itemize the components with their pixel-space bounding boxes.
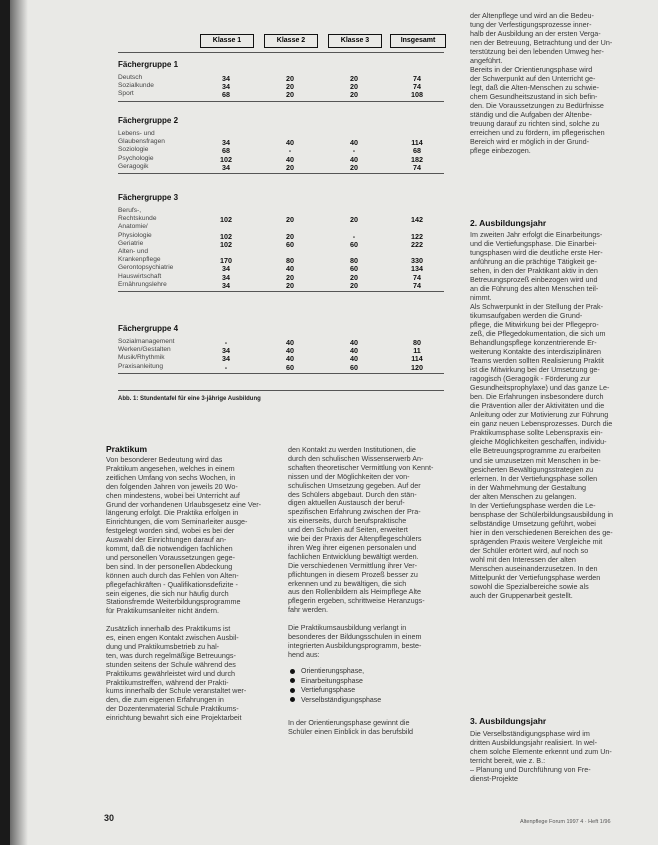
body-text-line: sprägenden Praxis weitere Vergleiche mit: [470, 536, 603, 546]
table-row-label: Berufs-,: [118, 207, 142, 214]
body-text-line: zeß, die Pflegedokumentation, die sich um: [470, 329, 606, 339]
body-text-line: längerung erfolgt. Die Praktika erfolgen in: [106, 508, 239, 518]
body-text-line: Praktikum angesehen, welches in einem: [106, 463, 235, 473]
table-cell: 40: [286, 354, 294, 364]
table-cell: 34: [222, 264, 230, 274]
table-row-label: Sozialkunde: [118, 82, 154, 90]
table-cell: 20: [286, 215, 294, 225]
bullet-text: Einarbeitungsphase: [301, 677, 363, 685]
table-cell: 60: [350, 264, 358, 274]
table-cell: 34: [222, 82, 230, 92]
table-cell: 34: [222, 346, 230, 356]
table-cell: 34: [222, 74, 230, 83]
body-text-line: legt, daß die Alten-Menschen zu schwie-: [470, 83, 600, 92]
body-text-line: gesicherten Bewältigungsstrategien zu: [470, 464, 594, 474]
table-cell: 134: [411, 264, 423, 274]
table-row-label: Sozialmanagement: [118, 338, 175, 345]
body-text-line: integrierten Ausbildungsprogramm, beste-: [288, 640, 422, 650]
body-text-line: den Kontakt zu werden Institutionen, die: [288, 445, 416, 454]
body-text-line: Betreuungsprozeß einbezogen wird und: [470, 275, 598, 285]
table-row-label: Sport: [118, 90, 134, 98]
body-text-line: Teams werden sollten Realisierung Praktit: [470, 356, 604, 366]
table-cell: -: [288, 146, 292, 156]
table-cell: 20: [286, 162, 294, 172]
table-cell: 68: [222, 90, 230, 100]
table-cell: 20: [286, 231, 294, 241]
bullet-dot: [290, 678, 295, 683]
table-cell: 40: [350, 338, 358, 347]
body-text-line: ständig und die Aufgaben der Altenbe-: [470, 110, 592, 119]
table-row-label: Hauswirtschaft: [118, 272, 162, 280]
body-text-line: Von besonderer Bedeutung wird das: [106, 455, 223, 464]
body-text-line: des Schülers abgebaut. Durch den stän-: [288, 489, 417, 499]
body-text-line: kums innerhalb der Schule veranstaltet wer-: [106, 686, 247, 696]
body-text-line: der Schwerpunkt auf den Unterricht ge-: [470, 74, 596, 83]
table-cell: 34: [222, 280, 230, 290]
body-text-line: Im zweiten Jahr erfolgt die Einarbeitungs-: [470, 230, 603, 239]
body-text-line: xis einerseits, durch berufspraktische: [288, 516, 407, 526]
body-text-line: den folgenden Jahren von jeweils 20 Wo-: [106, 481, 238, 491]
table-header-cell: Klasse 1: [200, 34, 254, 48]
table-cell: 74: [413, 272, 421, 282]
table-cell: 40: [350, 354, 358, 364]
table-group-rule: [118, 291, 444, 292]
table-cell: -: [352, 231, 356, 241]
table-cell: 80: [413, 338, 421, 347]
table-row-label: Rechtskunde: [118, 215, 157, 223]
table-cell: 20: [350, 90, 358, 100]
body-text-line: den, die zum eigenen Erfahrungen in: [106, 695, 224, 705]
table-row-label: Anatomie/: [118, 223, 148, 231]
table-caption: Abb. 1: Stundentafel für eine 3-jährige Ausbildung: [118, 396, 261, 402]
table-cell: 74: [413, 162, 421, 172]
table-group-title: Fächergruppe 2: [118, 116, 179, 125]
body-text-line: Einrichtungen, die vom Seminarleiter ausge-: [106, 517, 248, 527]
body-text-line: tikumsaufgaben werden die Grund-: [470, 311, 583, 321]
table-cell: 222: [411, 239, 423, 249]
body-text-line: terstützung bei den lebenden Umweg her-: [470, 47, 604, 56]
table-group-rule: [118, 101, 444, 102]
section-heading-year3: 3. Ausbildungsjahr: [470, 716, 547, 726]
body-text-line: besonderes der Bildungsschulen in einem: [288, 631, 422, 641]
body-text-line: Zusätzlich innerhalb des Praktikums ist: [106, 624, 231, 634]
table-cell: 40: [286, 346, 294, 356]
body-text-line: nen der Betreuung, Betrachtung und der Un-: [470, 38, 613, 47]
body-text-line: sehen, in den der Praktikant aktiv in den: [470, 266, 598, 276]
body-text-line: chen mindestens, wobei bei Unterricht auf: [106, 490, 240, 500]
body-text-line: den. Die Voraussetzungen zu Bedürfnisse: [470, 101, 604, 110]
body-text-line: bensphase der Schülerbildungsausbildung in: [470, 509, 614, 519]
table-cell: 114: [411, 354, 423, 364]
table-cell: 20: [286, 272, 294, 282]
body-text-line: fahr werden.: [288, 605, 328, 615]
bullet-dot: [290, 697, 295, 702]
body-text-line: wie bei der Praxis der Altenpflegeschülers: [288, 534, 422, 543]
table-cell: 20: [286, 74, 294, 83]
table-cell: 20: [350, 74, 358, 83]
table-cell: 68: [222, 146, 230, 156]
body-text-line: chem Gesundheitszustand in sich befin-: [470, 92, 598, 101]
body-text-line: Mittelpunkt der Vertiefungsphase werden: [470, 572, 601, 582]
table-cell: 74: [413, 82, 421, 92]
table-cell: 20: [286, 82, 294, 92]
body-text-line: stunden seitens der Schule während des: [106, 659, 236, 669]
table-group-title: Fächergruppe 1: [118, 60, 179, 69]
table-cell: 20: [350, 162, 358, 172]
body-text-line: Als Schwerpunkt in der Stellung der Prak-: [470, 302, 604, 312]
body-text-line: erlernen. In der Vertiefungsphase sollen: [470, 473, 598, 483]
table-cell: 34: [222, 162, 230, 172]
body-text-line: dung und Praktikumsbetrieb zu hal-: [106, 641, 220, 651]
body-text-line: Anleitung oder zur Motivierung zur Führung: [470, 410, 609, 420]
body-text-line: terricht bereit, wie z. B.:: [470, 756, 546, 765]
body-text-line: Menschen auseinanderzusetzen. In den: [470, 563, 598, 573]
table-row-label: Psychologie: [118, 154, 154, 162]
table-group-title: Fächergruppe 4: [118, 324, 179, 333]
table-group-rule: [118, 173, 444, 174]
table-header-cell: Insgesamt: [390, 34, 446, 48]
table-row-label: Soziologie: [118, 146, 149, 154]
bullet-dot: [290, 669, 295, 674]
table-cell: -: [224, 362, 228, 372]
body-text-line: chem solche Elemente erkennt und zum Un-: [470, 747, 612, 756]
body-text-line: können auch durch das Fehlen von Alten-: [106, 570, 239, 580]
table-cell: 60: [286, 239, 294, 249]
body-text-line: in der Wahrnehmung der Gestaltung: [470, 482, 586, 492]
body-text-line: und sie umzusetzen mit Menschen in be-: [470, 455, 601, 465]
table-row-label: Deutsch: [118, 74, 143, 81]
body-text-line: erkennen und zu bewältigen, die sich: [288, 578, 407, 588]
table-row-label: Ernährungslehre: [118, 280, 167, 288]
body-text-line: halb der Ausbildung an der ersten Verga-: [470, 29, 601, 38]
body-text-line: In der Vertiefungsphase werden die Le-: [470, 500, 596, 510]
body-text-line: Die verschiedenen Vermittlung ihrer Ver-: [288, 560, 418, 570]
body-text-line: hier in den verschiedenen Bereichen des ge-: [470, 527, 613, 537]
body-text-line: tung der Verfestigungsprozesse inner-: [470, 20, 592, 29]
body-text-line: Praktikumstreffen, während der Prakti-: [106, 677, 229, 687]
journal-footer: Altenpflege Forum 1997 4 · Heft 1/96: [520, 819, 611, 825]
table-cell: 40: [350, 138, 358, 148]
body-text-line: weiterung Kontakte des interdisziplinären: [470, 347, 602, 357]
table-group-rule: [118, 373, 444, 374]
table-cell: 182: [411, 154, 423, 164]
table-cell: 40: [286, 154, 294, 164]
table-top-rule: [118, 52, 444, 53]
table-cell: 40: [286, 264, 294, 274]
table-cell: 330: [411, 256, 423, 266]
body-text-line: für Praktikumsanleiter nicht ändern.: [106, 606, 220, 616]
body-text-line: schaften theoretischer Vermittlung von Kennt-: [288, 462, 434, 472]
page-number: 30: [104, 813, 115, 823]
table-cell: 142: [411, 215, 423, 225]
table-header-cell: Klasse 2: [264, 34, 318, 48]
body-text-line: der Schüler erörtert wird, auf noch so: [470, 545, 589, 555]
body-text-line: nimmt.: [470, 293, 492, 303]
body-text-line: zeitlichen Umfang von sechs Wochen, in: [106, 472, 236, 482]
body-text-line: wohl mit den Interessen der alten: [470, 554, 576, 564]
body-text-line: Die Verselbständigungsphase wird im: [470, 729, 590, 738]
body-text-line: hend aus:: [288, 649, 320, 659]
table-cell: 102: [220, 215, 232, 225]
body-text-line: dritten Ausbildungsjahr realisiert. In wel-: [470, 738, 598, 747]
body-text-line: und die Vertiefungsphase. Die Einarbei-: [470, 239, 597, 249]
table-cell: 80: [286, 256, 294, 266]
body-text-line: ist die Mitwirkung bei der Umsetzung ge-: [470, 365, 600, 375]
table-row-label: Musik/Rhythmik: [118, 354, 165, 362]
bullet-item: [290, 697, 381, 704]
body-text-line: dienst-Projekte: [470, 774, 518, 783]
body-text-line: einrichtung bewahrt sich eine Projektarbeit: [106, 713, 242, 723]
section-heading-praktikum: Praktikum: [106, 444, 148, 454]
table-row-label: Werken/Gestalten: [118, 346, 171, 354]
table-row-label: Geriatrie: [118, 239, 144, 247]
body-text-line: der alten Menschen zu gelangen.: [470, 491, 577, 501]
body-text-line: erreichen und zu fördern, im pflegerischen: [470, 128, 605, 137]
body-text-line: die Prävention aller der Aktivitäten und die: [470, 401, 605, 411]
body-text-line: pflege einbezogen.: [470, 146, 531, 155]
table-cell: 40: [286, 138, 294, 148]
table-cell: 74: [413, 74, 421, 83]
body-text-line: spezifischen Erfahrung zwischen der Pra-: [288, 507, 421, 517]
table-bottom-rule: [118, 390, 444, 391]
body-text-line: an die Führung des alten Menschen teil-: [470, 284, 599, 294]
body-text-line: Bereits in der Orientierungsphase wird: [470, 65, 593, 74]
body-text-line: tungsphasen wird die deutliche erste Her-: [470, 248, 603, 258]
body-text-line: der Dozentenmaterial Schule Praktikums-: [106, 704, 239, 714]
body-text-line: Stationsfremde Weiterbildungsprogramme: [106, 597, 241, 607]
table-cell: 68: [413, 146, 421, 156]
body-text-line: gleiche Möglichkeiten geschaffen, individu-: [470, 437, 607, 447]
body-text-line: Behandlungspflege konzentrierende Er-: [470, 338, 597, 348]
body-text-line: ein ganz neuen Lebensprozesses. Durch die: [470, 419, 613, 429]
body-text-line: pflegerin ergeben, schrittweise Heranzugs-: [288, 596, 425, 606]
body-text-line: fachlichen Entwicklung bewältigt werden.: [288, 551, 419, 561]
body-text-line: und den Schulen auf Seiten, erweitert: [288, 525, 408, 535]
page-gutter-shadow: [10, 0, 28, 845]
table-cell: 34: [222, 272, 230, 282]
table-cell: 60: [350, 239, 358, 249]
body-text-line: der Altenpflege und wird an die Bedeu-: [470, 11, 594, 20]
body-text-line: Gesundheitsprophylaxe) und das ganze Le-: [470, 383, 610, 393]
body-text-line: Schüler einen Einblick in das berufsbild: [288, 727, 414, 736]
body-text-line: elle Betreuungsprogramme zu erarbeiten: [470, 446, 601, 456]
body-text-line: festgelegt worden sind, wobei es bei der: [106, 526, 235, 536]
bullet-text: Vertiefungsphase: [301, 687, 356, 694]
body-text-line: Auswahl der Einrichtungen darauf an-: [106, 535, 227, 545]
table-cell: 20: [350, 215, 358, 225]
table-cell: 120: [411, 362, 423, 372]
table-cell: 74: [413, 280, 421, 290]
section-heading-year2: 2. Ausbildungsjahr: [470, 218, 547, 228]
table-cell: 20: [286, 90, 294, 100]
body-text-line: pflege, die Mitwirkung bei der Pflegepro-: [470, 320, 599, 330]
body-text-line: selbständige Umsetzung geführt, wobei: [470, 518, 596, 528]
body-text-line: – Planung und Durchführung von Fre-: [470, 765, 591, 774]
table-cell: 34: [222, 138, 230, 148]
table-cell: 114: [411, 138, 423, 148]
body-text-line: und personellen Voraussetzungen gege-: [106, 552, 236, 562]
body-text-line: Die Praktikumsausbildung verlangt in: [288, 623, 407, 632]
table-row-label: Krankenpflege: [118, 256, 161, 264]
table-cell: 122: [411, 231, 423, 241]
table-row-label: Geragogik: [118, 162, 149, 170]
table-group-title: Fächergruppe 3: [118, 193, 179, 202]
body-text-line: Praktikumsphase sollte Lebenspraxis ein-: [470, 428, 603, 438]
table-cell: -: [224, 338, 228, 347]
bullet-text: Verselbständigungsphase: [301, 696, 382, 704]
body-text-line: ten, was durch regelmäßige Betreuungs-: [106, 650, 236, 660]
body-text-line: sowohl die Spezialbereiche sowie als: [470, 581, 589, 591]
body-text-line: nissen und der Möglichkeiten der von-: [288, 471, 410, 481]
table-cell: 80: [350, 256, 358, 266]
table-row-label: Praxisanleitung: [118, 362, 164, 370]
body-text-line: Bereich wird er möglich in der Grund-: [470, 137, 590, 146]
table-cell: 11: [413, 346, 421, 356]
body-text-line: ben sind. In der personellen Abdeckung: [106, 561, 233, 571]
table-cell: 20: [286, 280, 294, 290]
body-text-line: durch den schulischen Wissenserwerb An-: [288, 453, 424, 463]
table-cell: 60: [350, 362, 358, 372]
body-text-line: kommt, daß die notwendigen fachlichen: [106, 544, 233, 553]
table-cell: 34: [222, 354, 230, 364]
body-text-line: auch der Gruppenarbeit gestellt.: [470, 590, 573, 600]
table-row-label: Alten- und: [118, 248, 149, 255]
body-text-line: digen aktuellen Austausch der beruf-: [288, 498, 405, 508]
body-text-line: ben. Die Erfahrungen insbesondere durch: [470, 392, 604, 402]
bullet-item: [290, 668, 364, 675]
table-cell: 20: [350, 280, 358, 290]
table-row-label: Glaubensfragen: [118, 138, 165, 146]
body-text-line: schulischen Umsetzung gegeben. Auf der: [288, 480, 421, 490]
bullet-item: [290, 687, 355, 694]
table-row-label: Gerontopsychiatrie: [118, 264, 174, 272]
body-text-line: es, einen engen Kontakt zwischen Ausbil-: [106, 633, 239, 642]
body-text-line: pflegefachkräften - Qualifikationsdefizite -: [106, 579, 238, 589]
body-text-line: pflichtungen in diesem Prozeß besser zu: [288, 569, 418, 579]
bullet-item: [290, 678, 363, 685]
table-cell: 102: [220, 231, 232, 241]
table-cell: 40: [350, 346, 358, 356]
table-cell: 60: [286, 362, 294, 372]
table-row-label: Physiologie: [118, 231, 152, 239]
body-text-line: ihren Weg ihrer eigenen personalen und: [288, 542, 417, 552]
table-cell: 102: [220, 154, 232, 164]
bullet-text: Orientierungsphase,: [301, 668, 365, 675]
body-text-line: angeführt.: [470, 56, 503, 65]
table-cell: 20: [350, 272, 358, 282]
body-text-line: sein eigenes, die sich nur häufig durch: [106, 588, 229, 598]
body-text-line: In der Orientierungsphase gewinnt die: [288, 718, 410, 727]
table-cell: 40: [350, 154, 358, 164]
table-cell: 40: [286, 338, 294, 347]
table-cell: -: [352, 146, 356, 156]
body-text-line: Grund der vorhandenen Urlaubsgesetz eine Ver-: [106, 499, 262, 509]
body-text-line: anführung an die prächtige Tätigkeit ge-: [470, 257, 597, 267]
table-cell: 102: [220, 239, 232, 249]
bullet-dot: [290, 688, 295, 693]
table-header-cell: Klasse 3: [328, 34, 382, 48]
body-text-line: ragogisch (Geragogik - Förderung zur: [470, 374, 591, 384]
body-text-line: treuung darauf zu richten sind, solche zu: [470, 119, 600, 128]
table-cell: 108: [411, 90, 423, 100]
table-cell: 20: [350, 82, 358, 92]
body-text-line: aus den Rollenbildern als Heimpflege Alte: [288, 587, 422, 597]
body-text-line: Praktikums gewährleistet wird und durch: [106, 668, 236, 678]
table-row-label: Lebens- und: [118, 130, 155, 137]
table-cell: 170: [220, 256, 232, 266]
